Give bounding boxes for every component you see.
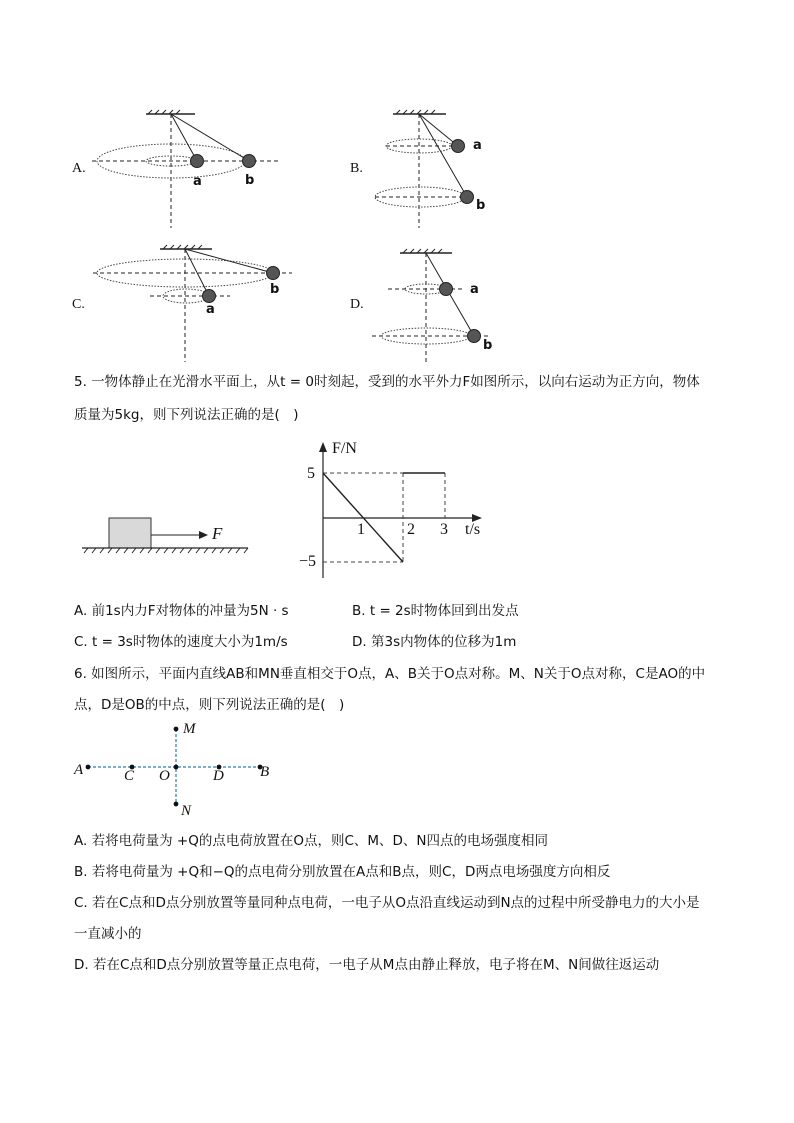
y-tick-5: 5 <box>307 465 315 482</box>
option-text: t = 2s时物体回到出发点 <box>369 603 519 619</box>
point-label-c: C <box>124 768 135 784</box>
option-label: B. <box>350 161 363 176</box>
ball-label-b: b <box>476 198 486 213</box>
option-letter: A. <box>74 603 88 619</box>
option-label: D. <box>350 297 364 312</box>
x-tick-2: 2 <box>407 521 415 538</box>
y-tick-neg5: −5 <box>299 553 317 570</box>
q6-stem-line1: 6. 如图所示，平面内直线AB和MN垂直相交于O点，A、B关于O点对称。M、N关于O点对称，C是AO的中 <box>74 666 706 682</box>
option-letter: D. <box>352 634 367 650</box>
point-label-o: O <box>159 768 170 784</box>
point-label-n: N <box>181 803 192 819</box>
q6-option-a[interactable] <box>74 831 548 851</box>
q5-stem-line1: 5. 一物体静止在光滑水平面上，从t = 0时刻起，受到的水平外力F如图所示，以向右运动为正方向，物体 <box>74 374 700 390</box>
ball-label-b: b <box>270 282 280 297</box>
point-label-m: M <box>183 721 196 737</box>
option-letter: B. <box>74 864 88 880</box>
ball-label-b: b <box>245 173 255 188</box>
option-text: 第3s内物体的位移为1m <box>370 634 517 650</box>
force-label: F <box>212 524 223 543</box>
option-text: 前1s内力F对物体的冲量为5N · s <box>91 603 289 619</box>
x-tick-3: 3 <box>440 521 448 538</box>
ball-label-a: a <box>470 282 479 297</box>
x-axis-label: t/s <box>465 521 481 538</box>
option-text: 若在C点和D点分别放置等量正点电荷，一电子从M点由静止释放，电子将在M、N间做往返运动 <box>92 957 660 973</box>
point-label-a: A <box>74 762 84 778</box>
option-letter: C. <box>74 895 88 911</box>
option-letter: B. <box>352 603 366 619</box>
option-text: 若将电荷量为 +Q的点电荷放置在O点，则C、M、D、N四点的电场强度相同 <box>91 833 549 849</box>
option-letter: C. <box>74 634 88 650</box>
ball-label-a: a <box>193 174 202 189</box>
option-letter: D. <box>74 957 89 973</box>
ball-label-a: a <box>473 138 482 153</box>
option-label: C. <box>72 297 85 312</box>
q6-option-c-continued: 一直减小的 <box>74 926 142 942</box>
y-axis-label: F/N <box>332 440 357 457</box>
option-text: 若在C点和D点分别放置等量同种点电荷，一电子从O点沿直线运动到N点的过程中所受静电力的大小是 <box>92 895 700 911</box>
q6-option-d[interactable] <box>74 955 659 975</box>
option-letter: A. <box>74 833 88 849</box>
x-tick-1: 1 <box>357 521 365 538</box>
point-label-d: D <box>213 768 224 784</box>
q6-stem-line2: 点，D是OB的中点，则下列说法正确的是( ) <box>74 697 345 713</box>
q5-stem-line2: 质量为5kg，则下列说法正确的是( ) <box>74 407 299 423</box>
ball-label-a: a <box>206 302 215 317</box>
option-text: t = 3s时物体的速度大小为1m/s <box>92 634 288 650</box>
q6-option-c[interactable] <box>74 893 700 913</box>
point-label-b: B <box>260 764 270 780</box>
option-text: 若将电荷量为 +Q和−Q的点电荷分别放置在A点和B点，则C，D两点电场强度方向相反 <box>91 864 611 880</box>
option-label: A. <box>72 161 86 176</box>
q6-option-b[interactable] <box>74 862 610 882</box>
ball-label-b: b <box>483 338 493 353</box>
